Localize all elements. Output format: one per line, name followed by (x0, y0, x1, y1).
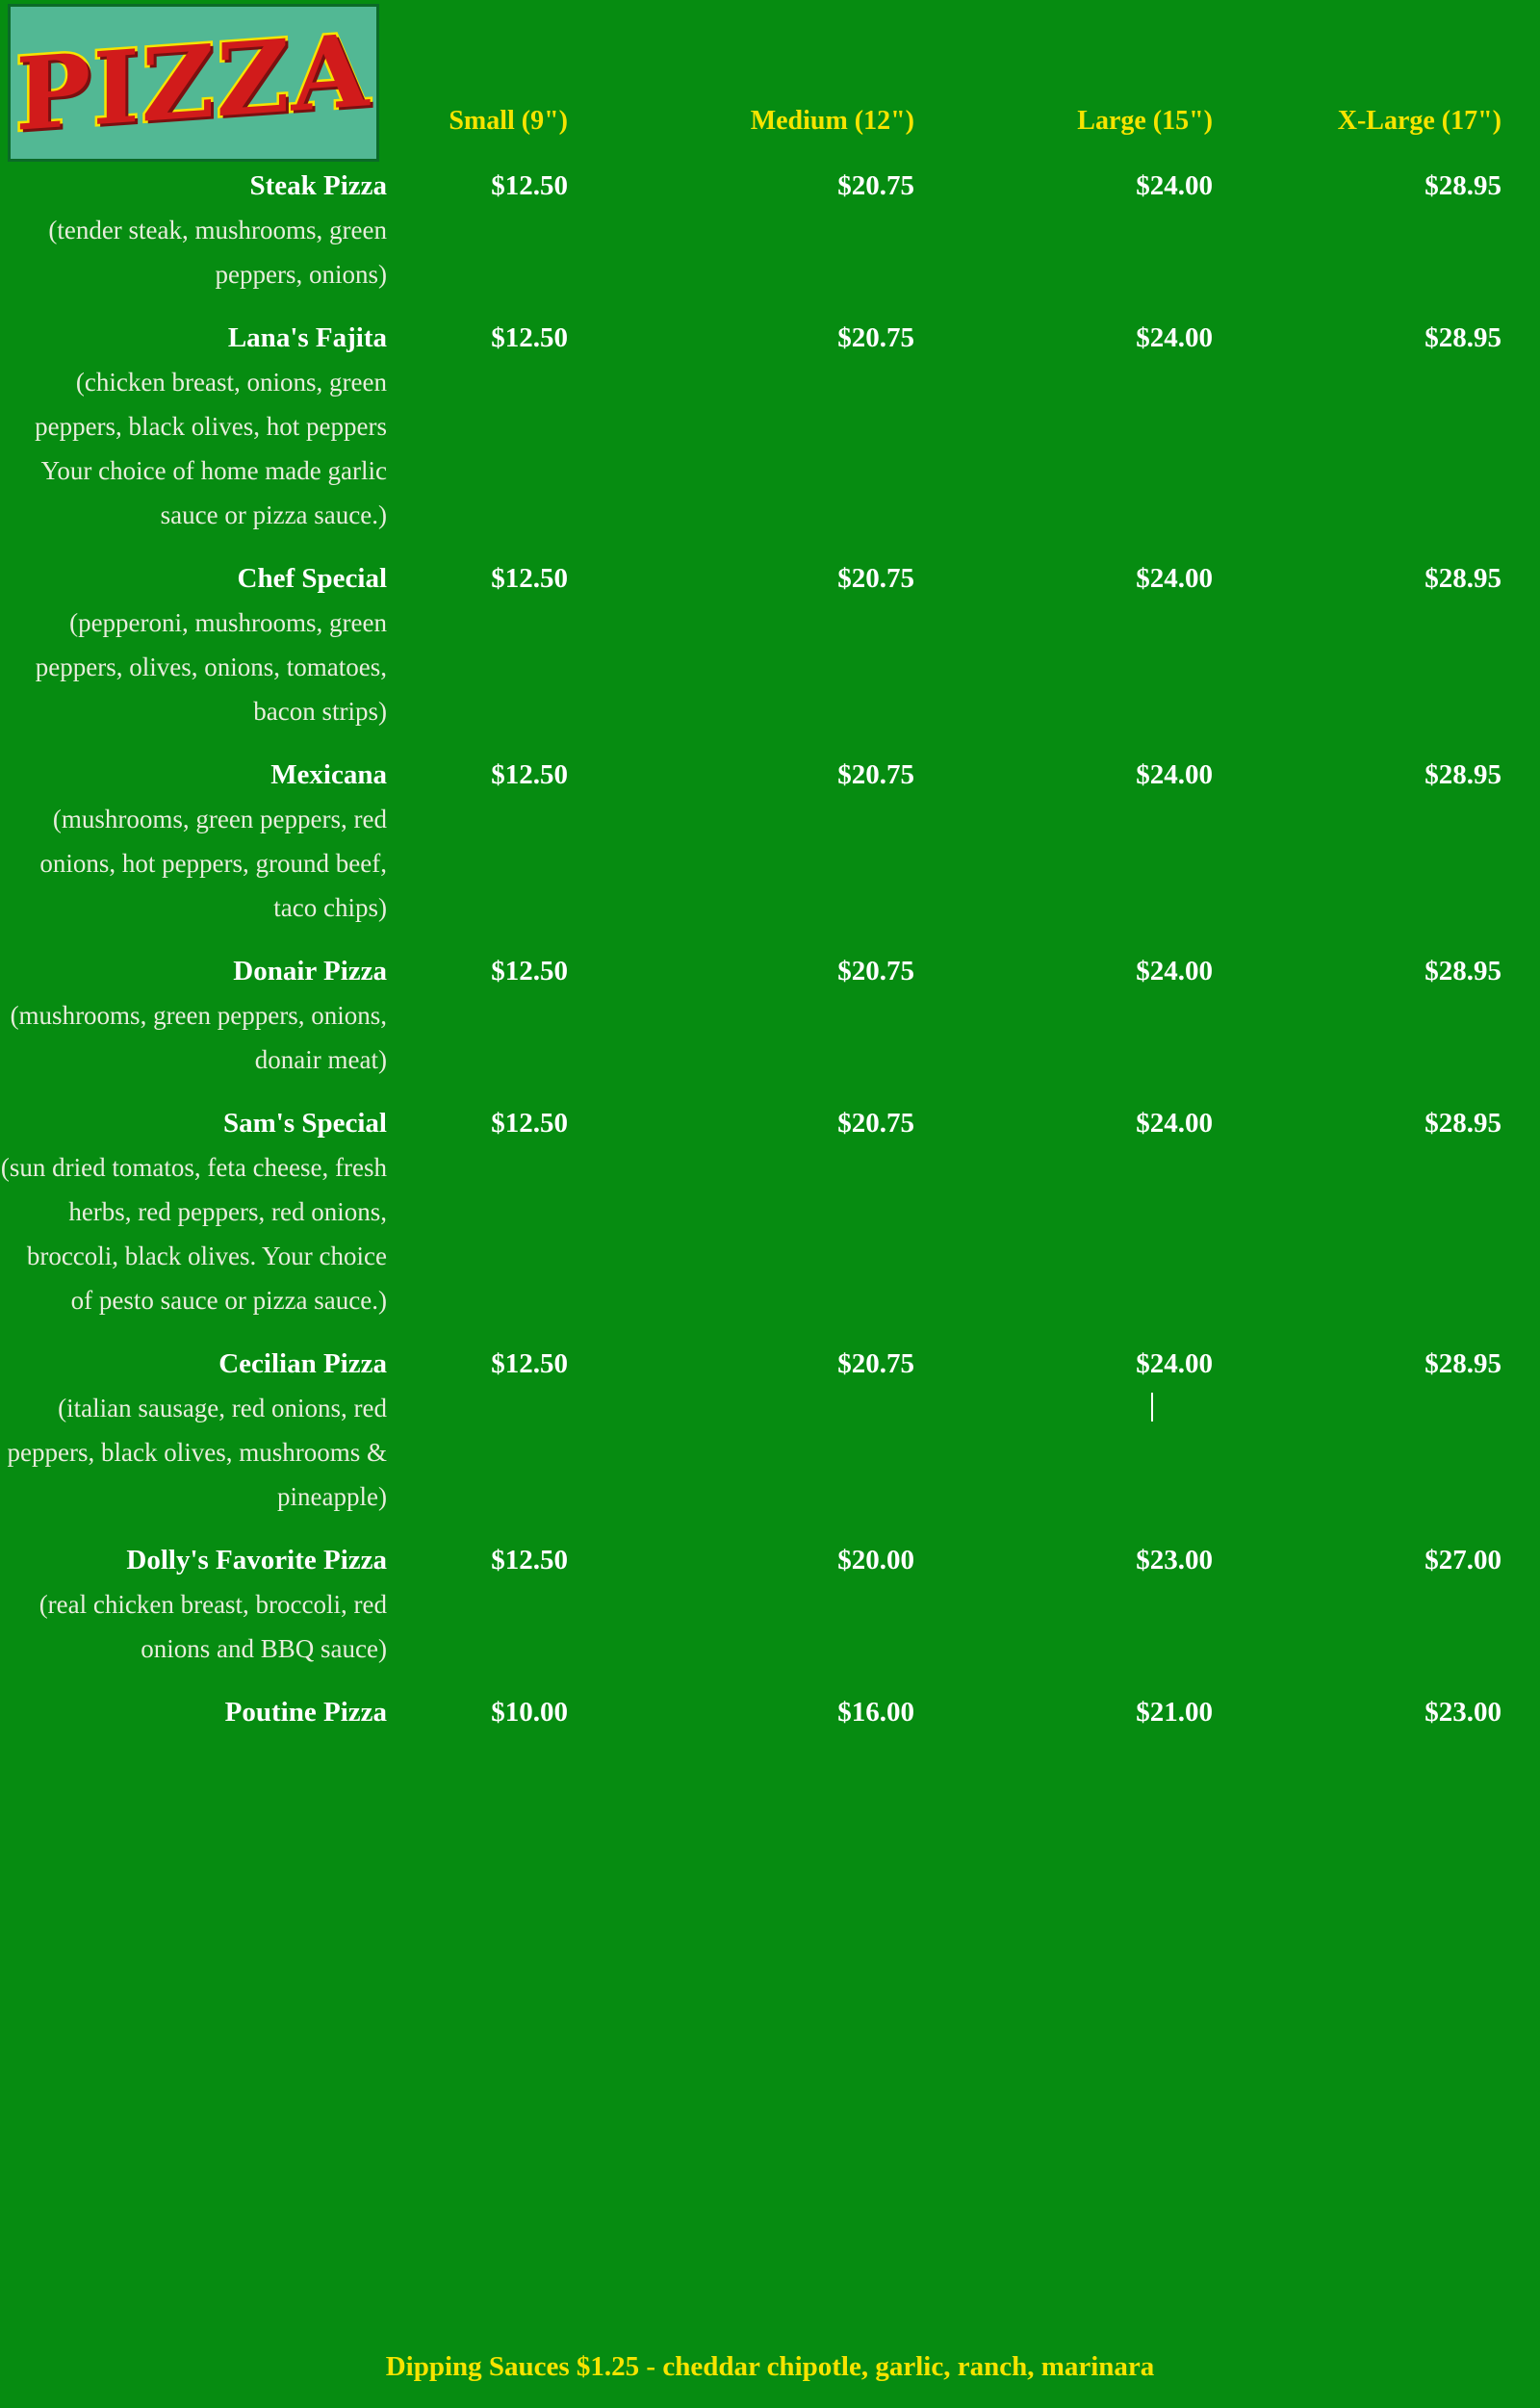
menu-item-name: Dolly's Favorite Pizza (126, 1545, 387, 1575)
menu-item-row (0, 1342, 1540, 1538)
price-medium: $20.75 (837, 1108, 914, 1139)
menu-item-name: Lana's Fajita (227, 322, 387, 353)
column-header-large: Large (15") (1077, 106, 1213, 136)
price-medium: $20.00 (837, 1545, 914, 1575)
menu-item-description: (mushrooms, green peppers, red onions, hot peppers, ground beef, taco chips) (39, 805, 387, 922)
price-large: $24.00 (1136, 759, 1213, 790)
menu-item-description: (real chicken breast, broccoli, red onions and BBQ sauce) (38, 1590, 387, 1663)
price-xlarge: $28.95 (1424, 1348, 1502, 1379)
price-small: $12.50 (491, 322, 568, 353)
price-xlarge: $28.95 (1424, 1108, 1502, 1139)
price-medium: $16.00 (837, 1697, 914, 1728)
column-header-small: Small (9") (449, 106, 568, 136)
menu-item-name: Chef Special (237, 563, 387, 594)
menu-item-name: Mexicana (270, 759, 387, 790)
menu-item-row (0, 1690, 1540, 1754)
price-large: $23.00 (1136, 1545, 1213, 1575)
menu-item-description: (chicken breast, onions, green peppers, black olives, hot peppers Your choice of home made garlic sauce or pizza sauce.) (35, 368, 387, 529)
menu-item-row (0, 556, 1540, 753)
menu-item-list (0, 164, 1540, 1754)
menu-item-row (0, 1101, 1540, 1342)
price-small: $12.50 (491, 759, 568, 790)
menu-item-name: Steak Pizza (249, 170, 387, 201)
price-medium: $20.75 (837, 322, 914, 353)
menu-item-row (0, 753, 1540, 949)
menu-item-name: Poutine Pizza (224, 1697, 387, 1728)
price-large: $24.00 (1136, 563, 1213, 594)
column-header-medium: Medium (12") (750, 106, 914, 136)
menu-item-description: (italian sausage, red onions, red peppers, black olives, mushrooms & pineapple) (7, 1394, 387, 1511)
price-xlarge: $28.95 (1424, 563, 1502, 594)
price-xlarge: $23.00 (1424, 1697, 1502, 1728)
price-xlarge: $27.00 (1424, 1545, 1502, 1575)
column-header-xlarge: X-Large (17") (1337, 106, 1502, 136)
price-large: $24.00 (1136, 956, 1213, 986)
column-headers (0, 106, 1540, 154)
menu-item-description: (pepperoni, mushrooms, green peppers, olives, onions, tomatoes, bacon strips) (35, 608, 387, 726)
price-small: $12.50 (491, 1348, 568, 1379)
price-medium: $20.75 (837, 759, 914, 790)
menu-item-description: (tender steak, mushrooms, green peppers, onions) (48, 216, 387, 289)
price-small: $12.50 (491, 170, 568, 201)
menu-item-description: (sun dried tomatos, feta cheese, fresh herbs, red peppers, red onions, broccoli, black olives. Your choice of pesto sauce or pizza sauce.) (0, 1153, 387, 1315)
price-medium: $20.75 (837, 1348, 914, 1379)
menu-item-row (0, 949, 1540, 1101)
menu-item-name: Donair Pizza (233, 956, 387, 986)
price-large: $24.00 (1136, 1348, 1213, 1379)
dipping-sauces-note: Dipping Sauces $1.25 - cheddar chipotle, garlic, ranch, marinara (385, 2351, 1155, 2382)
menu-item-name: Sam's Special (223, 1108, 387, 1139)
menu-item-row (0, 316, 1540, 556)
price-xlarge: $28.95 (1424, 956, 1502, 986)
price-medium: $20.75 (837, 956, 914, 986)
price-small: $12.50 (491, 1545, 568, 1575)
price-small: $12.50 (491, 563, 568, 594)
price-small: $10.00 (491, 1697, 568, 1728)
price-large: $24.00 (1136, 1108, 1213, 1139)
price-xlarge: $28.95 (1424, 322, 1502, 353)
price-xlarge: $28.95 (1424, 170, 1502, 201)
menu-item-row (0, 1538, 1540, 1690)
price-medium: $20.75 (837, 563, 914, 594)
price-medium: $20.75 (837, 170, 914, 201)
menu-item-row (0, 164, 1540, 316)
menu-item-description: (mushrooms, green peppers, onions, donair meat) (10, 1001, 387, 1074)
price-small: $12.50 (491, 956, 568, 986)
menu-item-name: Cecilian Pizza (218, 1348, 387, 1379)
price-small: $12.50 (491, 1108, 568, 1139)
price-xlarge: $28.95 (1424, 759, 1502, 790)
text-caret (1151, 1393, 1153, 1422)
price-large: $24.00 (1136, 322, 1213, 353)
price-large: $24.00 (1136, 170, 1213, 201)
pizza-logo-text: PIZZA (15, 11, 372, 154)
price-large: $21.00 (1136, 1697, 1213, 1728)
